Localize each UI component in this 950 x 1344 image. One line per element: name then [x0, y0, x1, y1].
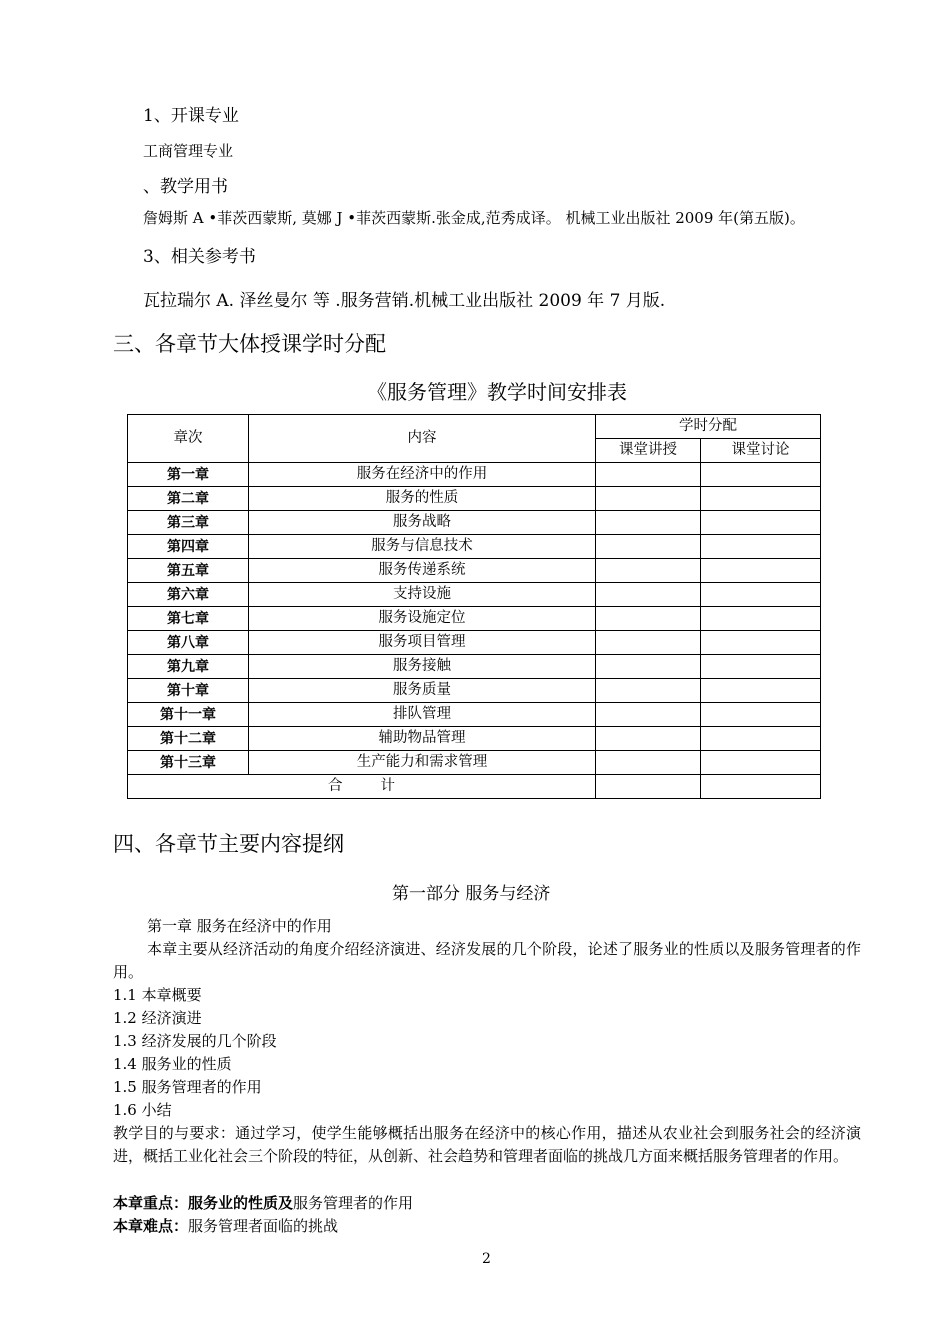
row-lecture — [596, 727, 701, 751]
row-chapter: 第十章 — [128, 679, 249, 703]
row-content: 服务接触 — [249, 655, 596, 679]
difficulty-label: 本章难点： — [113, 1217, 189, 1235]
row-chapter: 第八章 — [128, 631, 249, 655]
item3-title: 3、相关参考书 — [143, 247, 256, 267]
header-discussion: 课堂讨论 — [701, 439, 821, 463]
header-hours: 学时分配 — [596, 415, 821, 439]
table-row — [128, 607, 821, 631]
row-lecture — [596, 607, 701, 631]
row-chapter: 第十二章 — [128, 727, 249, 751]
row-lecture — [596, 703, 701, 727]
header-lecture: 课堂讲授 — [596, 439, 701, 463]
row-discussion — [701, 751, 821, 775]
row-discussion — [701, 583, 821, 607]
table-row — [128, 631, 821, 655]
row-discussion — [701, 535, 821, 559]
schedule-table — [127, 414, 821, 799]
row-content: 排队管理 — [249, 703, 596, 727]
row-content: 服务设施定位 — [249, 607, 596, 631]
chapter-title: 第一章 服务在经济中的作用 — [147, 917, 332, 935]
key-points-bold: 服务业的性质及 — [188, 1194, 294, 1212]
row-content: 服务战略 — [249, 511, 596, 535]
total-lecture — [596, 775, 701, 799]
outline-item: 1.2 经济演进 — [113, 1009, 202, 1027]
row-discussion — [701, 679, 821, 703]
row-discussion — [701, 631, 821, 655]
section4-heading: 四、各章节主要内容提纲 — [113, 832, 344, 856]
outline-item: 1.4 服务业的性质 — [113, 1055, 232, 1073]
teaching-objectives: 教学目的与要求：通过学习，使学生能够概括出服务在经济中的核心作用，描述从农业社会到服务社会的经济演进，概括工业化社会三个阶段的特征，从创新、社会趋势和管理者面临的挑战几方面来概括服务管理者的作用。 — [113, 1124, 861, 1165]
row-chapter: 第四章 — [128, 535, 249, 559]
row-discussion — [701, 607, 821, 631]
row-discussion — [701, 463, 821, 487]
row-content: 生产能力和需求管理 — [249, 751, 596, 775]
outline-item: 1.3 经济发展的几个阶段 — [113, 1032, 277, 1050]
row-content: 辅助物品管理 — [249, 727, 596, 751]
row-chapter: 第九章 — [128, 655, 249, 679]
row-chapter: 第十一章 — [128, 703, 249, 727]
section3-heading: 三、各章节大体授课学时分配 — [113, 332, 386, 356]
key-points — [113, 1192, 413, 1215]
row-lecture — [596, 679, 701, 703]
key-points-rest: 服务管理者的作用 — [293, 1194, 414, 1212]
row-lecture — [596, 463, 701, 487]
row-lecture — [596, 511, 701, 535]
table-row — [128, 655, 821, 679]
key-points-label: 本章重点： — [113, 1194, 189, 1212]
row-content: 服务在经济中的作用 — [249, 463, 596, 487]
difficulty-points — [113, 1215, 338, 1238]
row-lecture — [596, 559, 701, 583]
row-discussion — [701, 727, 821, 751]
item1-title: 1、开课专业 — [143, 106, 239, 126]
row-content: 服务的性质 — [249, 487, 596, 511]
table-row — [128, 463, 821, 487]
total-discussion — [701, 775, 821, 799]
item2-title: 、教学用书 — [143, 177, 228, 197]
table-row — [128, 535, 821, 559]
row-lecture — [596, 535, 701, 559]
row-lecture — [596, 751, 701, 775]
outline-item: 1.5 服务管理者的作用 — [113, 1078, 262, 1096]
row-chapter: 第三章 — [128, 511, 249, 535]
item3-body: 瓦拉瑞尔 A. 泽丝曼尔 等 .服务营销.机械工业出版社 2009 年 7 月版. — [143, 291, 666, 311]
item2-body: 詹姆斯 A •菲茨西蒙斯, 莫娜 J •菲茨西蒙斯.张金成,范秀成译。 机械工业出版社 2009 年(第五版)。 — [143, 209, 805, 227]
row-chapter: 第六章 — [128, 583, 249, 607]
row-discussion — [701, 487, 821, 511]
total-row — [128, 775, 821, 799]
outline-item: 1.6 小结 — [113, 1101, 172, 1119]
row-discussion — [701, 703, 821, 727]
table-row — [128, 727, 821, 751]
total-label: 合计 — [128, 775, 596, 799]
table-row — [128, 559, 821, 583]
table-row — [128, 703, 821, 727]
header-chapter: 章次 — [128, 415, 249, 463]
row-discussion — [701, 655, 821, 679]
row-content: 服务质量 — [249, 679, 596, 703]
table-row — [128, 487, 821, 511]
difficulty-text: 服务管理者面临的挑战 — [188, 1217, 339, 1235]
row-content: 支持设施 — [249, 583, 596, 607]
table-row — [128, 751, 821, 775]
part-title: 第一部分 服务与经济 — [392, 884, 551, 904]
table-title: 《服务管理》教学时间安排表 — [367, 380, 627, 404]
row-lecture — [596, 583, 701, 607]
row-chapter: 第十三章 — [128, 751, 249, 775]
row-discussion — [701, 511, 821, 535]
table-row — [128, 679, 821, 703]
table-row — [128, 583, 821, 607]
row-lecture — [596, 487, 701, 511]
row-chapter: 第五章 — [128, 559, 249, 583]
row-chapter: 第七章 — [128, 607, 249, 631]
chapter-intro: 本章主要从经济活动的角度介绍经济演进、经济发展的几个阶段，论述了服务业的性质以及服务管理者的作用。 — [113, 940, 861, 981]
row-chapter: 第二章 — [128, 487, 249, 511]
row-content: 服务传递系统 — [249, 559, 596, 583]
row-lecture — [596, 631, 701, 655]
header-content: 内容 — [249, 415, 596, 463]
page-number: 2 — [482, 1251, 491, 1267]
row-content: 服务项目管理 — [249, 631, 596, 655]
item1-body: 工商管理专业 — [143, 142, 234, 160]
outline-item: 1.1 本章概要 — [113, 986, 202, 1004]
row-discussion — [701, 559, 821, 583]
row-content: 服务与信息技术 — [249, 535, 596, 559]
table-row — [128, 511, 821, 535]
row-chapter: 第一章 — [128, 463, 249, 487]
row-lecture — [596, 655, 701, 679]
